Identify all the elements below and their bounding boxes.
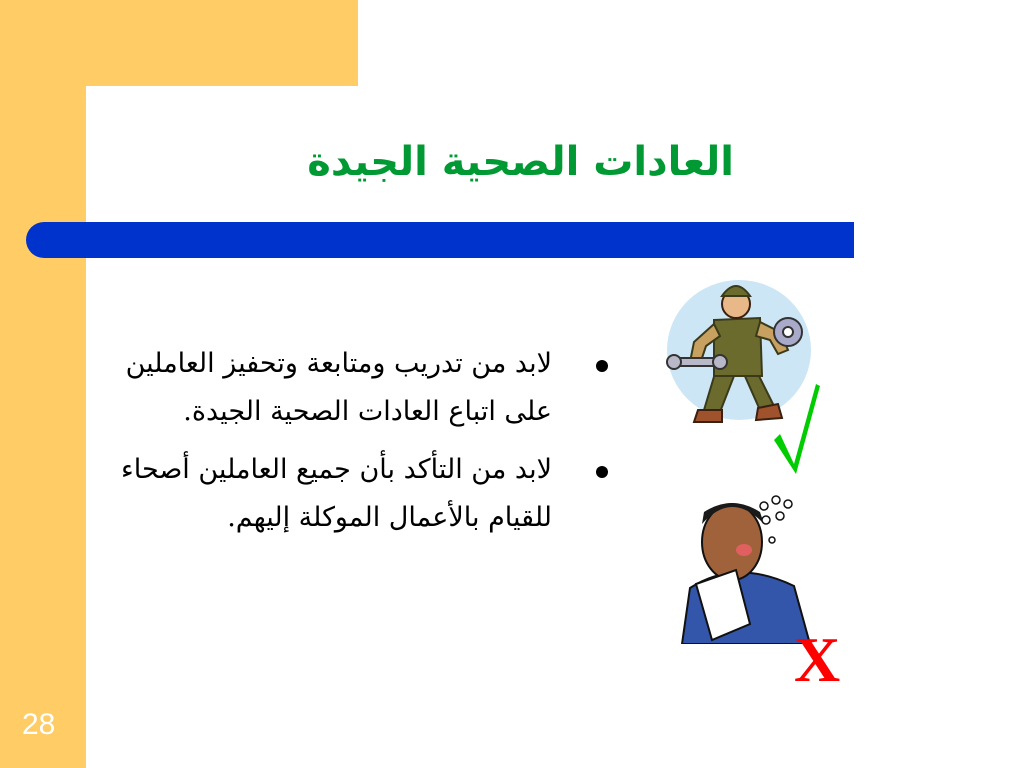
- bullet-item: [100, 340, 616, 436]
- check-mark-icon: [772, 382, 822, 478]
- sick-person-icon: [676, 494, 816, 644]
- bullet-dot-icon: [596, 360, 608, 372]
- slide-accent-left: [0, 0, 86, 768]
- bullet-text: لابد من التأكد بأن جميع العاملين أصحاء للقيام بالأعمال الموكلة إليهم.: [121, 454, 552, 533]
- x-mark-icon: X: [794, 624, 841, 695]
- bullet-list: [100, 340, 616, 552]
- page-number: 28: [22, 708, 56, 741]
- bullet-text: لابد من تدريب ومتابعة وتحفيز العاملين على اتباع العادات الصحية الجيدة.: [125, 348, 552, 427]
- slide-title: العادات الصحية الجيدة: [307, 139, 734, 185]
- slide-accent-corner: [86, 86, 166, 166]
- bullet-item: [100, 446, 616, 542]
- bullet-dot-icon: [596, 466, 608, 478]
- title-divider-bar: [26, 222, 854, 258]
